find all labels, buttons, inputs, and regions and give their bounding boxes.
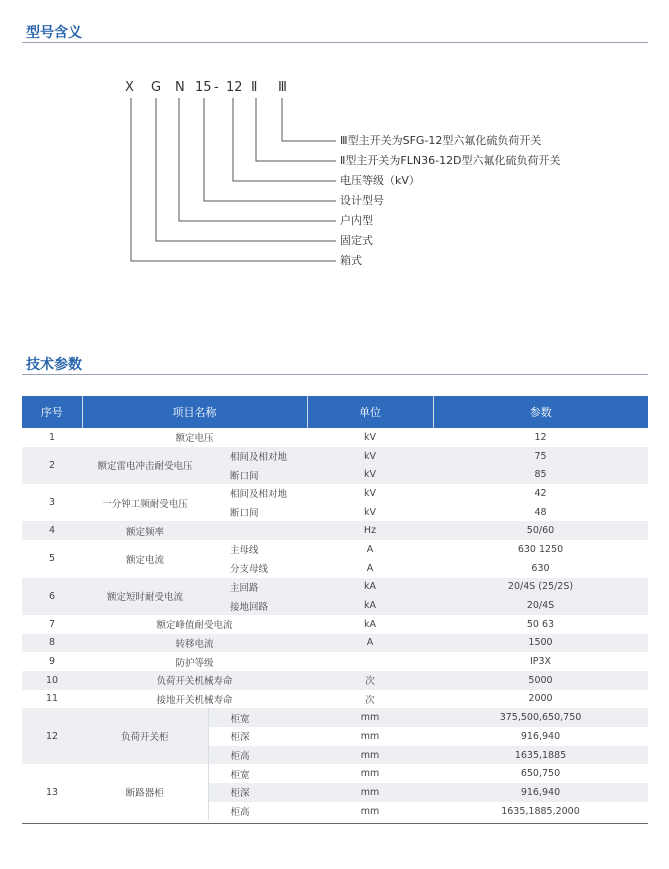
row-name: 负荷开关机械寿命: [82, 671, 307, 690]
row-unit: kV: [363, 506, 376, 518]
table-row: [22, 615, 648, 634]
row-unit: mm: [307, 708, 433, 727]
code-design-number: 15: [195, 80, 212, 95]
row-name: 负荷开关柜: [82, 708, 208, 764]
row-value: 75: [433, 447, 648, 466]
row-no: 6: [22, 578, 82, 615]
leader-line-indoor: [179, 98, 336, 221]
code-type-ii: Ⅱ: [251, 80, 258, 95]
row-value: 630 1250: [517, 543, 564, 555]
row-unit: kV: [307, 465, 433, 484]
table-header-row: [22, 396, 648, 428]
table-row: [22, 540, 648, 559]
row-sub-item: 分支母线: [230, 564, 269, 576]
row-name: 断路器柜: [125, 788, 164, 800]
row-unit: [307, 652, 433, 671]
table-bottom-rule: [22, 823, 648, 824]
row-value: 50 63: [526, 618, 555, 630]
leader-line-type-ii: [256, 98, 336, 161]
row-value: IP3X: [529, 656, 552, 668]
row-value: 5000: [433, 671, 648, 690]
tech-params-table: [22, 396, 648, 820]
table-row: [22, 690, 648, 709]
row-no: 12: [22, 708, 82, 764]
row-sub-item: 接地回路: [208, 596, 307, 615]
desc-box-type: 箱式: [340, 254, 362, 267]
row-sub-item: 柜宽: [208, 764, 307, 783]
row-unit: mm: [360, 768, 380, 780]
table-row: [22, 521, 648, 540]
row-value: 20/4S (25/2S): [433, 578, 648, 597]
section-divider: [22, 374, 648, 375]
row-value: 42: [534, 487, 547, 499]
row-sub-item: 柜深: [208, 783, 307, 802]
desc-voltage-level: 电压等级（kV）: [340, 174, 420, 187]
header-value: 参数: [433, 396, 648, 428]
row-name: 额定频率: [82, 521, 208, 540]
table-row: [22, 652, 648, 671]
row-name: 接地开关机械寿命: [156, 694, 233, 706]
row-sub-item: 柜高: [208, 746, 307, 765]
row-name: 一分钟工频耐受电压: [102, 498, 188, 510]
code-char-g: G: [151, 80, 162, 95]
table-row: [22, 484, 648, 503]
row-sub-item: 断口间: [230, 508, 259, 520]
row-sub-item: 柜高: [208, 802, 307, 821]
table-row: [22, 447, 648, 466]
code-char-x: X: [125, 80, 134, 95]
row-sub-item: 断口间: [208, 465, 307, 484]
row-sub-item: 柜宽: [208, 708, 307, 727]
row-name: 额定电流: [125, 554, 164, 566]
header-no: 序号: [22, 396, 82, 428]
model-code-connector-lines: [0, 0, 669, 300]
row-unit: A: [307, 634, 433, 653]
code-char-n: N: [175, 80, 185, 95]
row-value: 630: [531, 562, 550, 574]
row-sub-item: [208, 521, 307, 540]
leader-line-voltage: [233, 98, 336, 181]
row-no: 11: [45, 693, 59, 705]
row-name: 额定电压: [175, 433, 214, 445]
row-name: 防护等级: [175, 657, 214, 669]
row-value: 2000: [528, 693, 553, 705]
row-no: 1: [48, 431, 56, 443]
code-voltage: 12: [226, 80, 243, 95]
row-unit: 次: [307, 671, 433, 690]
desc-type-ii: Ⅱ型主开关为FLN36-12D型六氟化硫负荷开关: [340, 154, 561, 167]
table-row: [22, 708, 648, 727]
row-value: 1635,1885: [433, 746, 648, 765]
table-row: [22, 578, 648, 597]
row-unit: kV: [363, 487, 376, 499]
row-unit: kA: [307, 578, 433, 597]
row-unit: Hz: [307, 521, 433, 540]
row-sub-item: 相间及相对地: [208, 447, 307, 466]
desc-indoor: 户内型: [340, 214, 373, 227]
table-row: [22, 634, 648, 653]
row-unit: 次: [365, 694, 375, 706]
header-unit: 单位: [307, 396, 433, 428]
code-dash: -: [214, 80, 219, 95]
row-unit: A: [366, 562, 374, 574]
row-value: 650,750: [520, 768, 561, 780]
leader-line-fixed: [156, 98, 336, 241]
row-sub-item: 相间及相对地: [230, 489, 288, 501]
header-item-name: 项目名称: [82, 396, 307, 428]
row-no: 5: [48, 553, 56, 565]
row-sub-item: 主回路: [208, 578, 307, 597]
leader-line-design: [204, 98, 336, 201]
code-type-iii: Ⅲ: [278, 80, 287, 95]
row-value: 12: [534, 431, 547, 443]
row-unit: kA: [363, 618, 376, 630]
row-no: 8: [22, 634, 82, 653]
row-value: 916,940: [520, 730, 561, 742]
row-no: 4: [22, 521, 82, 540]
row-value: 1635,1885,2000: [501, 805, 580, 817]
row-name: 额定雷电冲击耐受电压: [82, 447, 208, 484]
section-title-model-meaning: 型号含义: [26, 25, 82, 41]
row-no: 10: [22, 671, 82, 690]
row-value: 1500: [433, 634, 648, 653]
row-unit: mm: [360, 805, 380, 817]
row-value: 375,500,650,750: [433, 708, 648, 727]
row-no: 7: [48, 618, 56, 630]
table-row: [22, 671, 648, 690]
row-no: 2: [22, 447, 82, 484]
row-no: 9: [48, 656, 56, 668]
row-unit: mm: [307, 746, 433, 765]
row-no: 13: [45, 786, 59, 798]
row-unit: kA: [307, 596, 433, 615]
row-name: 额定峰值耐受电流: [156, 620, 233, 632]
desc-design-model: 设计型号: [340, 194, 384, 207]
desc-type-iii: Ⅲ型主开关为SFG-12型六氟化硫负荷开关: [340, 134, 542, 147]
row-unit: mm: [307, 783, 433, 802]
row-value: 916,940: [433, 783, 648, 802]
row-unit: kV: [363, 431, 376, 443]
row-value: 85: [433, 465, 648, 484]
desc-fixed: 固定式: [340, 234, 373, 247]
leader-line-type-iii: [282, 98, 336, 141]
row-unit: mm: [360, 730, 380, 742]
table-row: [22, 764, 648, 783]
row-no: 3: [48, 497, 56, 509]
row-unit: kV: [307, 447, 433, 466]
section-title-tech-params: 技术参数: [26, 357, 82, 373]
row-name: 额定短时耐受电流: [82, 578, 208, 615]
row-value: 48: [534, 506, 547, 518]
row-name: 转移电流: [82, 634, 307, 653]
row-sub-item: 柜深: [208, 727, 307, 746]
row-value: 50/60: [433, 521, 648, 540]
row-sub-item: 主母线: [230, 545, 259, 557]
row-unit: A: [366, 543, 374, 555]
row-value: 20/4S: [433, 596, 648, 615]
table-row: [22, 428, 648, 447]
